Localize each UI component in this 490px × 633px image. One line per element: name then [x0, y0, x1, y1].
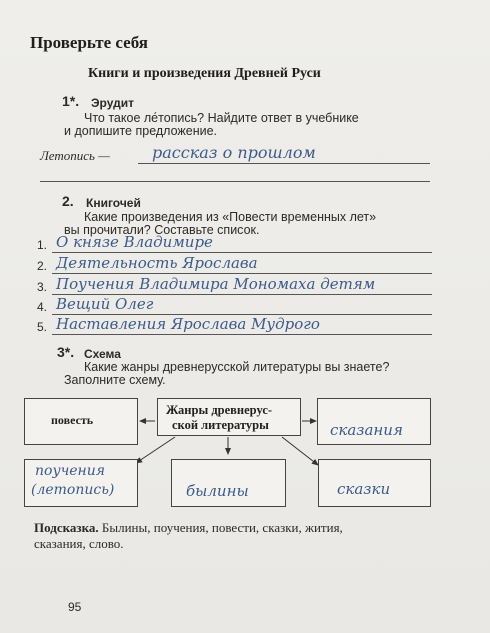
list-item-2-num: 2. — [37, 259, 48, 273]
task1-number: 1*. — [62, 93, 80, 109]
task3-question-line1: Какие жанры древнерусской литературы вы знаете? — [84, 360, 390, 374]
task2-question-line1: Какие произведения из «Повести временных лет» — [84, 210, 377, 224]
task1-question-line2: и допишите предложение. — [64, 124, 218, 138]
schema-box-right-top-text: сказания — [330, 421, 403, 439]
schema-box-right-bottom — [318, 459, 431, 507]
list-item-1-answer: О князе Владимире — [56, 233, 213, 251]
hint-text-line2: сказания, слово. — [34, 536, 124, 551]
arrow-left-bottom — [136, 437, 175, 463]
hint-label: Подсказка. — [34, 520, 99, 535]
hint-line1 — [34, 520, 343, 536]
task2-number: 2. — [62, 193, 74, 209]
schema-box-left-bottom — [24, 459, 138, 507]
page-title: Проверьте себя — [30, 33, 148, 52]
schema-box-left-top — [24, 398, 138, 445]
task3-question-line2: Заполните схему. — [64, 373, 166, 387]
list-item-3-answer: Поучения Владимира Мономаха детям — [56, 275, 376, 293]
schema-box-left-bottom-line1: поучения — [35, 463, 106, 479]
task1-answer: рассказ о прошлом — [152, 143, 316, 162]
page-number: 95 — [68, 600, 82, 614]
schema-center-box — [157, 398, 301, 436]
schema-box-left-top-text: повесть — [51, 413, 94, 427]
list-item-1-num: 1. — [37, 238, 48, 252]
schema-center-line2: ской литературы — [172, 418, 269, 432]
task1-question-line1: Что такое ле́топись? Найдите ответ в учебнике — [84, 111, 359, 125]
list-item-4-num: 4. — [37, 300, 48, 314]
schema-box-right-top — [317, 398, 431, 445]
list-item-5-num: 5. — [37, 320, 48, 334]
task2-name: Книгочей — [86, 196, 141, 210]
schema-box-mid-bottom — [171, 459, 286, 507]
list-item-2-answer: Деятельность Ярослава — [56, 254, 258, 272]
schema-box-mid-bottom-text: былины — [186, 482, 249, 500]
section-subtitle: Книги и произведения Древней Руси — [88, 66, 321, 81]
task2-question-line2: вы прочитали? Составьте список. — [64, 223, 260, 237]
list-item-5-answer: Наставления Ярослава Мудрого — [56, 315, 320, 333]
task1-prefix: Летопись — — [40, 148, 110, 163]
task1-name: Эрудит — [91, 96, 134, 110]
hint-text-line1: Былины, поучения, повести, сказки, жития, — [98, 520, 343, 535]
schema-box-left-bottom-line2: (летопись) — [31, 482, 115, 498]
task3-number: 3*. — [57, 344, 75, 360]
list-item-3-num: 3. — [37, 280, 48, 294]
task3-name: Схема — [84, 347, 121, 361]
schema-box-right-bottom-text: сказки — [337, 480, 391, 498]
arrow-right-bottom — [282, 437, 318, 465]
list-item-4-answer: Вещий Олег — [56, 295, 154, 313]
schema-center-line1: Жанры древнерус- — [166, 403, 273, 417]
